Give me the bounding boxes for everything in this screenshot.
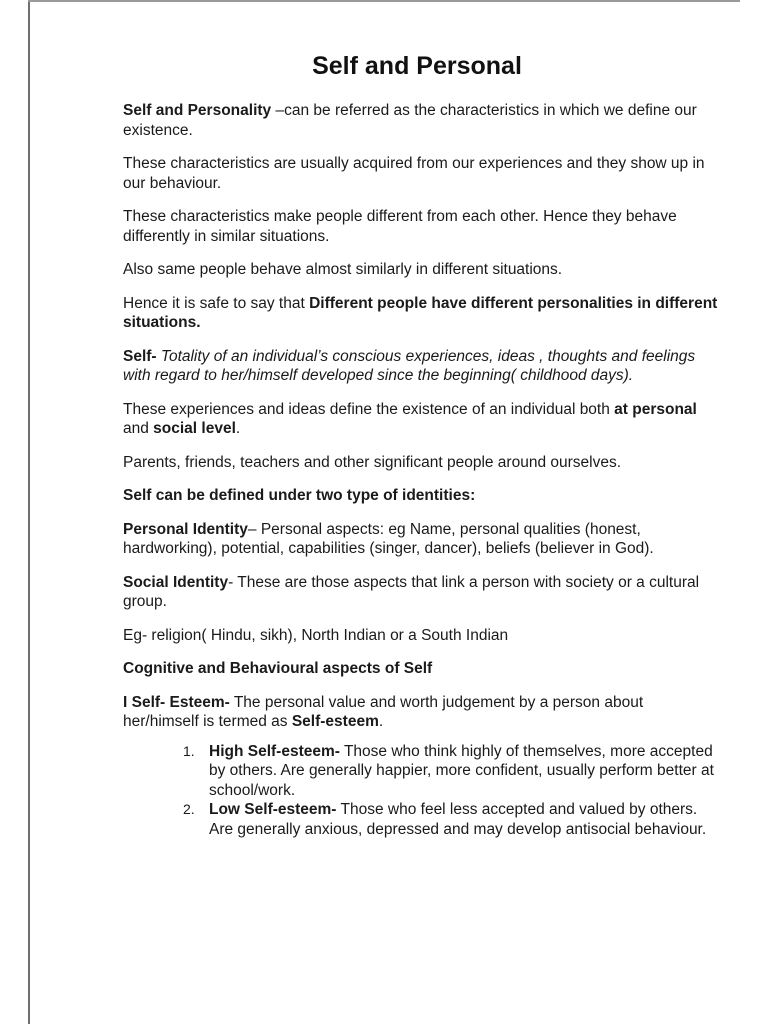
left-border-line — [28, 0, 30, 1024]
paragraph-text: . — [235, 420, 241, 437]
heading-text: Cognitive and Behavioural aspects of Self — [123, 660, 433, 677]
list-item-low-self-esteem — [183, 800, 718, 839]
paragraph-text: Hence it is safe to say that — [123, 294, 310, 312]
paragraph-personal-identity — [123, 520, 718, 559]
page-title: Self and Personal — [312, 52, 522, 80]
list-number: 2. — [183, 801, 195, 817]
term-low-self-esteem: Low Self-esteem- — [209, 801, 337, 818]
paragraph-text: These experiences and ideas define the existence of an individual both — [123, 400, 615, 418]
heading-text: Self can be defined under two type of identities: — [123, 487, 476, 504]
paragraph-self-esteem — [123, 693, 718, 732]
paragraph-safe-to-say — [123, 294, 718, 333]
definition-text: The personal value and worth judgement by a person about her/himself is termed as — [123, 693, 644, 730]
paragraph-characteristics-acquired: These characteristics are usually acquired from our experiences and they show up in our behaviour. — [123, 155, 705, 192]
paragraph-text: . — [378, 713, 384, 730]
term-self-personality: Self and Personality — [123, 102, 272, 119]
paragraph-social-identity — [123, 573, 718, 612]
definition-italic: Totality of an individual’s conscious experiences, ideas , thoughts and feelings with regard to her/himself developed since the beginning( childhood days). — [123, 347, 696, 384]
paragraph-text: and — [123, 420, 154, 437]
definition-text: - These are those aspects that link a person with society or a cultural group. — [123, 573, 700, 610]
document-body — [123, 101, 718, 839]
emphasis-social: social level — [153, 420, 236, 437]
paragraph-same-people: Also same people behave almost similarly in different situations. — [123, 261, 563, 278]
term-social-identity: Social Identity — [123, 573, 229, 591]
paragraph-example-religion: Eg- religion( Hindu, sikh), North Indian or a South Indian — [123, 626, 509, 644]
paragraph-significant-people: Parents, friends, teachers and other significant people around ourselves. — [123, 453, 622, 471]
top-border-line — [28, 0, 740, 2]
self-esteem-list — [123, 742, 718, 840]
term-high-self-esteem: High Self-esteem- — [209, 742, 340, 760]
paragraph-characteristics-different: These characteristics make people different from each other. Hence they behave differently in similar situations. — [123, 208, 677, 245]
definition-text: –can be referred as the characteristics in which we define our existence. — [123, 102, 697, 139]
term-self-esteem: I Self- Esteem- — [123, 693, 230, 711]
list-item-high-self-esteem — [183, 742, 718, 801]
term-self: Self- — [123, 347, 157, 365]
definition-text: – Personal aspects: eg Name, personal qualities (honest, hardworking), potential, capabilities (singer, dancer), beliefs (believer in God). — [123, 520, 654, 557]
emphasis-self-esteem: Self-esteem — [291, 713, 379, 730]
paragraph-self-definition — [123, 347, 718, 386]
list-number: 1. — [183, 742, 195, 759]
emphasis-personal: at personal — [614, 400, 697, 418]
paragraph-experiences-ideas — [123, 400, 718, 439]
heading-two-identities — [123, 486, 718, 506]
definition-text: Those who feel less accepted and valued by others. Are generally anxious, depressed and may develop antisocial behaviour. — [209, 801, 707, 838]
definition-text: Those who think highly of themselves, more accepted by others. Are generally happier, more confident, usually perform better at school/work. — [209, 742, 714, 799]
paragraph-self-personality — [123, 101, 718, 140]
emphasis-text: Different people have different personalities in different situations. — [123, 294, 718, 331]
term-personal-identity: Personal Identity — [123, 520, 248, 538]
heading-cognitive-behavioural — [123, 659, 718, 679]
